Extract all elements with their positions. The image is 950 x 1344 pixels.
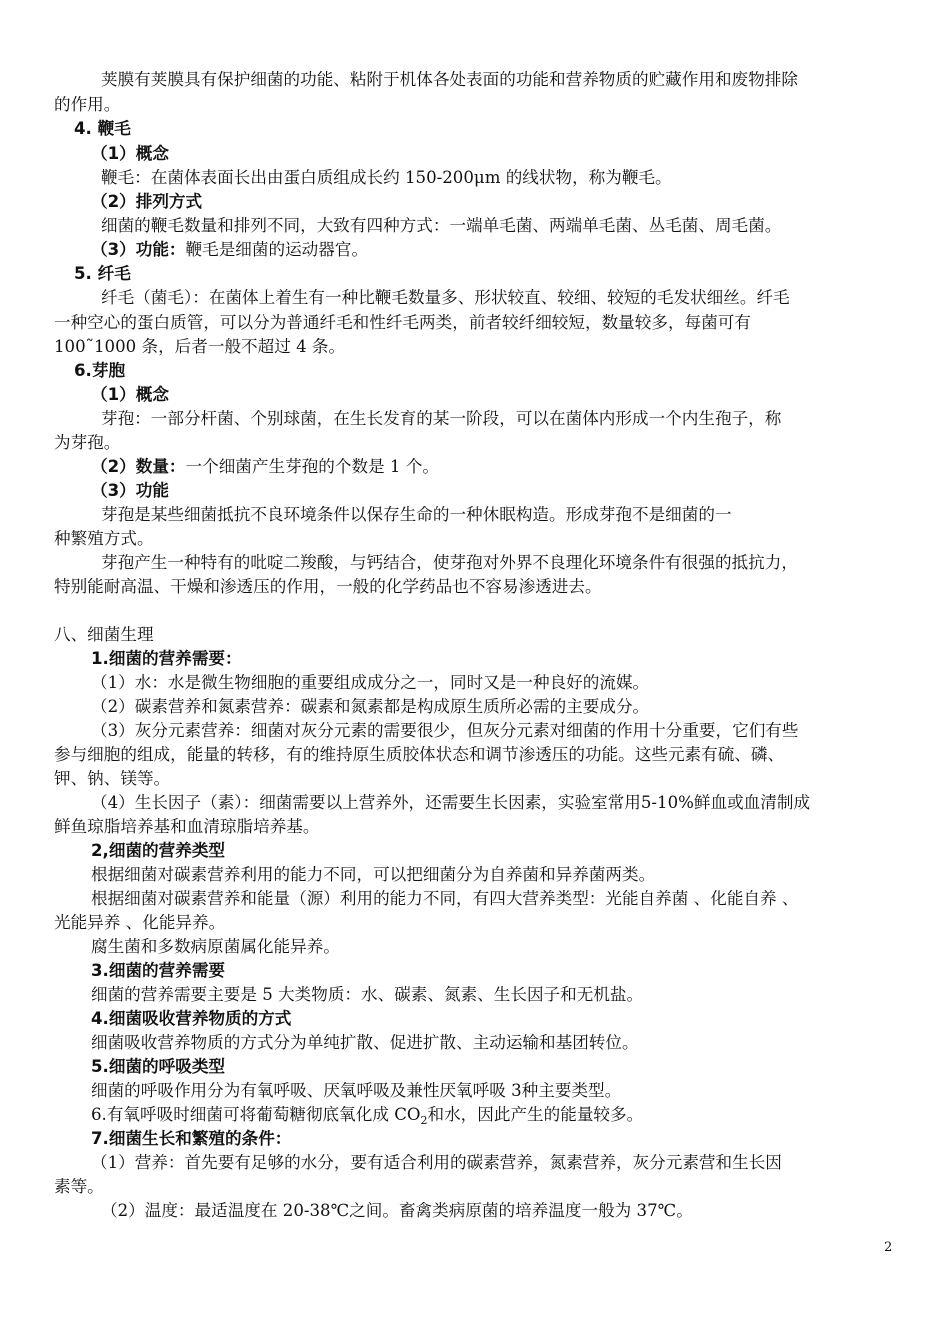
subscript: 2 [420,1114,428,1127]
text-line: 细菌的呼吸作用分为有氧呼吸、厌氧呼吸及兼性厌氧呼吸 3种主要类型。 [91,1081,622,1100]
inline-heading: （2）数量： [91,457,186,476]
text-line: 芽孢是某些细菌抵抗不良环境条件以保存生命的一种休眠构造。形成芽孢不是细菌的一 [101,505,732,524]
text-line: 参与细胞的组成，能量的转移，有的维持原生质胶体状态和调节渗透压的功能。这些元素有硫、磷、 [54,745,785,764]
text-line: 一种空心的蛋白质管，可以分为普通纤毛和性纤毛两类，前者较纤细较短，数量较多，每菌可有 [54,313,751,332]
text-line: 特别能耐高温、干燥和渗透压的作用，一般的化学药品也不容易渗透进去。 [54,577,602,596]
text-line [0,238,950,263]
text-line: 为芽孢。 [54,433,121,452]
chapter-heading: 八、细菌生理 [54,625,154,644]
text-line: 细菌吸收营养物质的方式分为单纯扩散、促进扩散、主动运输和基团转位。 [91,1033,639,1052]
text-line: （2）温度：最适温度在 20-38℃之间。畜禽类病原菌的培养温度一般为 37℃。 [101,1201,693,1220]
text-line: 根据细菌对碳素营养利用的能力不同，可以把细菌分为自养菌和异养菌两类。 [91,865,656,884]
inline-text: 一个细菌产生芽孢的个数是 1 个。 [185,457,439,476]
page-number: 2 [884,1240,893,1255]
text-line: 细菌的营养需要主要是 5 大类物质：水、碳素、氮素、生长因子和无机盐。 [91,985,644,1004]
text-line: （2）碳素营养和氮素营养：碳素和氮素都是构成原生质所必需的主要成分。 [91,697,650,716]
text-line [0,1103,950,1128]
text-line: 芽孢：一部分杆菌、个别球菌，在生长发育的某一阶段，可以在菌体内形成一个内生孢子，称 [101,409,782,428]
text-line: 鲜鱼琼脂培养基和血清琼脂培养基。 [54,817,320,836]
text-line: 根据细菌对碳素营养和能量（源）利用的能力不同，有四大营养类型：光能自养菌 、化能自养 、 [91,889,799,908]
text-line [0,455,950,480]
inline-text: 和水，因此产生的能量较多。 [427,1105,644,1124]
section-heading: 5. 纤毛 [74,264,131,283]
section-heading: 7.细菌生长和繁殖的条件： [91,1129,292,1148]
text-line: 100˜1000 条，后者一般不超过 4 条。 [54,337,346,356]
subsection-heading: （2）排列方式 [91,192,203,211]
text-line: （1）营养：首先要有足够的水分，要有适合利用的碳素营养，氮素营养，灰分元素营和生长因 [91,1153,782,1172]
text-line: 荚膜有荚膜具有保护细菌的功能、粘附于机体各处表面的功能和营养物质的贮藏作用和废物排除 [101,70,798,89]
inline-heading: （3）功能： [91,240,186,259]
text-line: （4）生长因子（素）：细菌需要以上营养外，还需要生长因素，实验室常用5-10%鲜血或血清制成 [91,793,811,812]
text-line: 芽孢产生一种特有的吡啶二羧酸，与钙结合，使芽孢对外界不良理化环境条件有很强的抵抗力， [101,553,798,572]
text-line: 钾、钠、镁等。 [54,769,171,788]
section-heading: 1.细菌的营养需要： [91,649,242,668]
text-line: 种繁殖方式。 [54,529,154,548]
text-line: 腐生菌和多数病原菌属化能异养。 [91,937,340,956]
section-heading: 3.细菌的营养需要 [91,961,226,980]
section-heading: 4. 鞭毛 [74,119,131,138]
text-line: 细菌的鞭毛数量和排列不同，大致有四种方式：一端单毛菌、两端单毛菌、丛毛菌、周毛菌。 [101,216,782,235]
section-heading: 6.芽胞 [74,361,126,380]
text-line: 纤毛（菌毛）：在菌体上着生有一种比鞭毛数量多、形状较直、较细、较短的毛发状细丝。纤毛 [101,288,790,307]
text-line: 鞭毛：在菌体表面长出由蛋白质组成长约 150-200μm 的线状物，称为鞭毛。 [101,168,672,187]
text-line: （1）水：水是微生物细胞的重要组成成分之一，同时又是一种良好的流媒。 [91,673,650,692]
text-line: 的作用。 [54,95,121,114]
text-line: （3）灰分元素营养：细菌对灰分元素的需要很少，但灰分元素对细菌的作用十分重要，它们有些 [91,721,799,740]
section-heading: 4.细菌吸收营养物质的方式 [91,1009,292,1028]
subsection-heading: （1）概念 [91,144,169,163]
text-line: 光能异养 、化能异养。 [54,913,226,932]
subsection-heading: （1）概念 [91,385,169,404]
inline-text: 6.有氧呼吸时细菌可将葡萄糖彻底氧化成 CO [91,1105,421,1124]
inline-text: 鞭毛是细菌的运动器官。 [185,240,369,259]
section-heading: 5.细菌的呼吸类型 [91,1057,226,1076]
subsection-heading: （3）功能 [91,481,169,500]
text-line: 素等。 [54,1177,104,1196]
section-heading: 2,细菌的营养类型 [91,841,226,860]
